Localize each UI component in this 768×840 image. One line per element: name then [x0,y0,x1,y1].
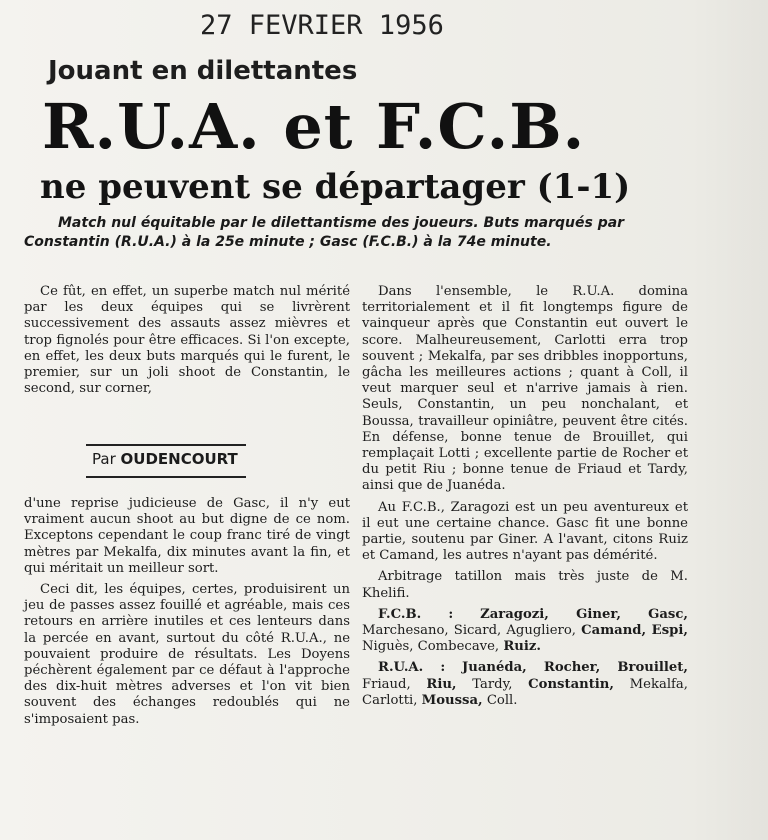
paragraph: Ce fût, en effet, un superbe match nul mérité par les deux équipes qui se livrèrent successivement des assauts assez mièvres et trop fignolés pour être efficaces. Si l'on excepte, en effet, les deux buts marqués qui le furent, le premier, sur un joli shoot de Constantin, le second, sur corner, [24,284,350,397]
byline [92,450,312,468]
column-left-bottom [24,496,350,733]
article-headline: R.U.A. et F.C.B. [42,90,586,163]
paragraph: Dans l'ensemble, le R.U.A. domina territorialement et il fit longtemps figure de vainqueur après que Constantin eut ouvert le score. Malheureusement, Carlotti erra trop souvent ; Mekalfa, par ses dribbles inopportuns, gâcha les meilleures actions ; quant à Coll, il veut marquer seul et n'arrive jamais à rien. Seuls, Constantin, un peu nonchalant, et Boussa, travailleur opiniâtre, peuvent être cités. En défense, bonne tenue de Brouillet, qui remplaçait Lotti ; excellente partie de Rocher et du petit Riu ; bonne tenue de Friaud et Tardy, ainsi que de Juanéda. [362,284,688,494]
page-edge-shadow [690,0,768,840]
byline-prefix: Par [92,450,116,468]
paragraph: Au F.C.B., Zaragozi est un peu aventureux et il eut une certaine chance. Gasc fit une bonne partie, soutenu par Giner. A l'avant, citons Ruiz et Camand, les autres n'ayant pas démérité. [362,499,688,564]
paragraph: Arbitrage tatillon mais très juste de M. Khelifi. [362,569,688,601]
paragraph: Ceci dit, les équipes, certes, produisirent un jeu de passes assez fouillé et agréable, mais ces retours en arrière inutiles et ces lenteurs dans la percée en avant, surtout du côté R.U.A., ne pouvaient produire de résultats. Les Doyens péchèrent également par ce défaut à l'approche des dix-huit mètres adverses et l'on vit bien souvent des échanges redoublés qui ne s'imposaient pas. [24,582,350,727]
article-kicker: Jouant en dilettantes [48,56,358,86]
article-intro: Match nul équitable par le dilettantisme des joueurs. Buts marqués par Constantin (R.U.A.) à la 25e minute ; Gasc (F.C.B.) à la 74e minute. [24,215,625,250]
lineup-rua: R.U.A. : Juanéda, Rocher, Brouillet, Friaud, Riu, Tardy, Constantin, Mekalfa, Carlotti, Moussa, Coll. [362,660,688,708]
byline-rule-top [86,444,246,446]
article-subhead: ne peuvent se départager (1-1) [40,167,631,207]
article-date: 27 FEVRIER 1956 [200,10,444,41]
column-left-top [24,284,350,402]
lineup-fcb: F.C.B. : Zaragozi, Giner, Gasc, Marchesano, Sicard, Agugliero, Camand, Espi, Niguès, Combecave, Ruiz. [362,606,688,655]
byline-author: OUDENCOURT [120,450,238,468]
paragraph: d'une reprise judicieuse de Gasc, il n'y eut vraiment aucun shoot au but digne de ce nom. Exceptons cependant le coup franc tiré de vingt mètres par Mekalfa, dix minutes avant la fin, et qui méritait un meilleur sort. [24,496,350,576]
column-right [362,284,688,714]
byline-rule-bottom [86,476,246,478]
